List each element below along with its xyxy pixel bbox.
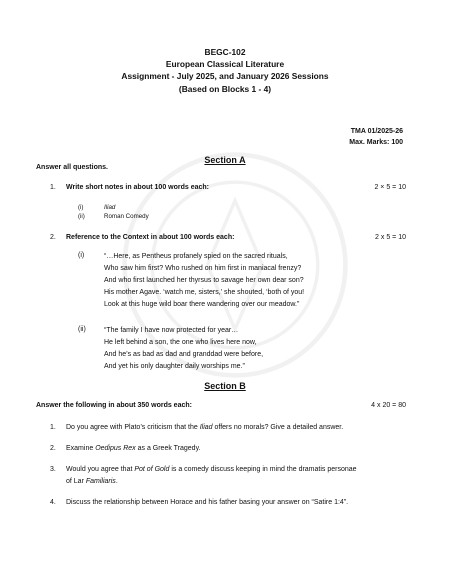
passage-line: “The family I have now protected for year… [104, 327, 239, 334]
question-text: Do you agree with Plato’s criticism that the Iliad offers no morals? Give a detailed answer. [66, 424, 344, 431]
context-passage [104, 325, 263, 373]
passage-line: And yet his only daughter daily worships me.” [104, 363, 245, 370]
section-b-instruction: Answer the following in about 350 words each: [36, 402, 192, 409]
sub-item-number: (ii) [78, 213, 85, 220]
assignment-title: Assignment - July 2025, and January 2026 Sessions [121, 71, 329, 81]
course-code: BEGC-102 [204, 47, 246, 57]
question-number: 1. [50, 184, 56, 191]
passage-number: (ii) [78, 326, 86, 333]
question-number: 2. [50, 234, 56, 241]
question-marks: 2 × 5 = 10 [374, 184, 406, 191]
max-marks: Max. Marks: 100 [349, 139, 403, 146]
passage-line: He left behind a son, the one who lives here now, [104, 339, 257, 346]
question-marks: 2 x 5 = 10 [375, 234, 406, 241]
passage-line: His mother Agave. ‘watch me, sisters,’ she shouted, ‘both of you! [104, 289, 305, 296]
blocks-note: (Based on Blocks 1 - 4) [178, 84, 272, 94]
section-a-title: Section A [204, 155, 246, 165]
sub-item-text: Roman Comedy [104, 213, 149, 220]
question-text: Write short notes in about 100 words each: [66, 184, 210, 191]
section-b-marks: 4 x 20 = 80 [371, 402, 406, 409]
question-number: 4. [50, 499, 56, 506]
question-number: 1. [50, 424, 56, 431]
course-title: European Classical Literature [165, 59, 285, 69]
passage-line: “…Here, as Pentheus profanely spied on the sacred rituals, [104, 253, 288, 260]
question-number: 2. [50, 445, 56, 452]
general-instruction: Answer all questions. [36, 164, 108, 171]
question-text-continued: of Lar Familiaris. [66, 478, 118, 485]
passage-line: And who first launched her thyrsus to savage her own dear son? [104, 277, 304, 284]
sub-item-number: (i) [78, 204, 84, 211]
sub-item-text: Iliad [104, 204, 116, 211]
question-text: Discuss the relationship between Horace and his father basing your answer on “Satire 1:4”. [66, 499, 349, 506]
tma-code: TMA 01/2025-26 [350, 128, 403, 135]
question-text: Reference to the Context in about 100 words each: [66, 234, 235, 241]
passage-line: Who saw him first? Who rushed on him first in maniacal frenzy? [104, 265, 302, 272]
passage-number: (i) [78, 252, 85, 259]
section-b-title: Section B [204, 381, 246, 391]
context-passage [104, 251, 304, 311]
passage-line: Look at this huge wild boar there wandering over our meadow.” [104, 301, 300, 308]
question-number: 3. [50, 466, 56, 473]
question-text: Would you agree that Pot of Gold is a comedy discuss keeping in mind the dramatis personae [66, 466, 357, 473]
passage-line: And he’s as bad as dad and granddad were before, [104, 351, 264, 358]
question-text: Examine Oedipus Rex as a Greek Tragedy. [66, 445, 201, 452]
